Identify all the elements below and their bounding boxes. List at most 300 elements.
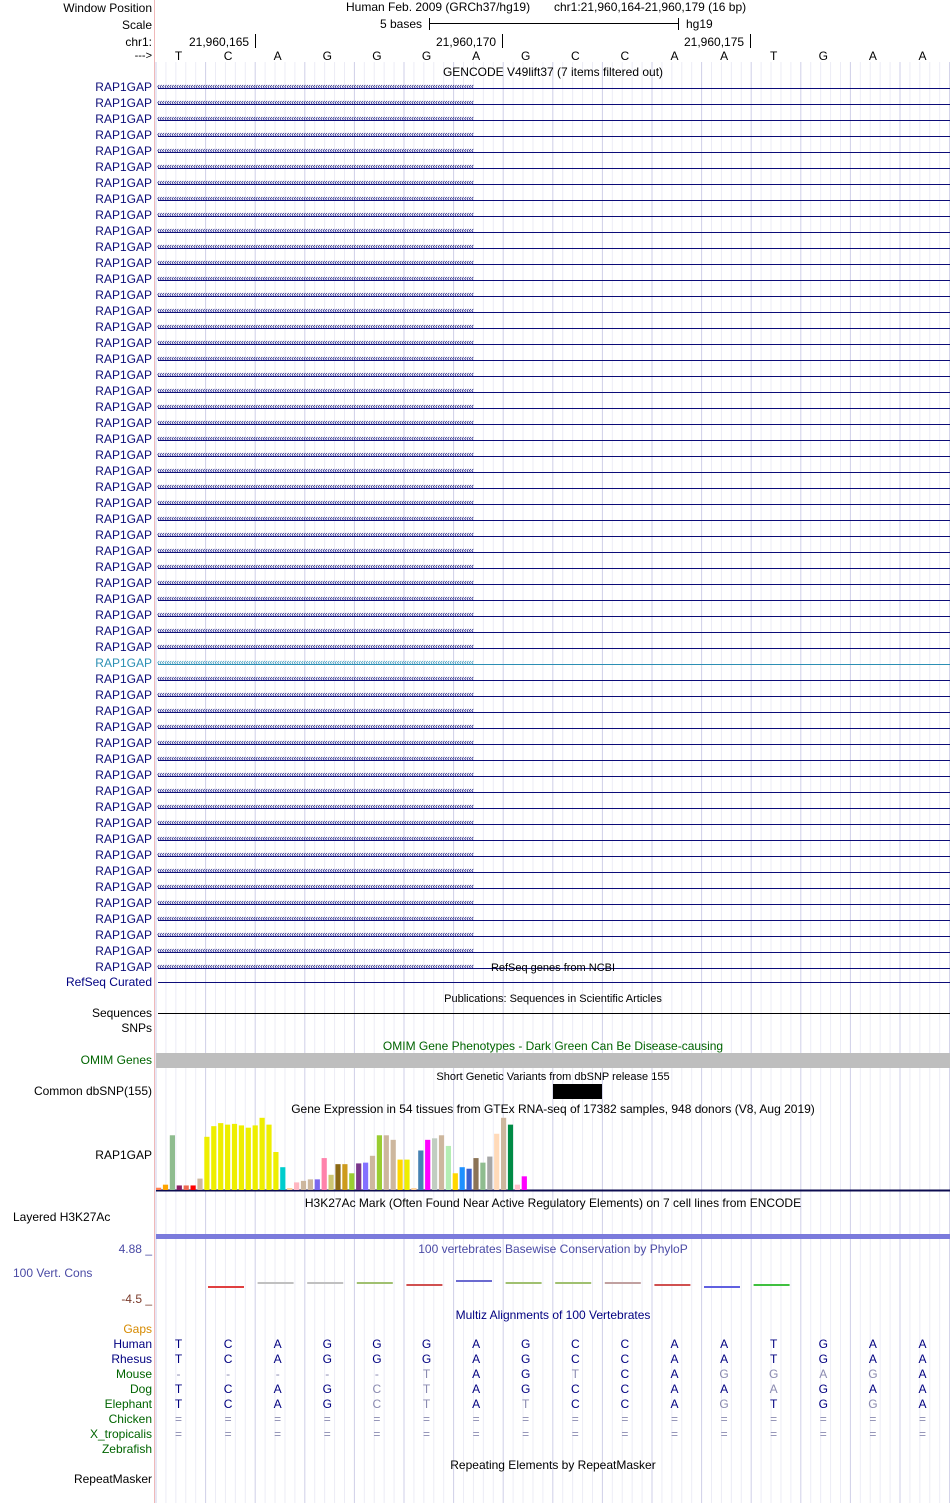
- gtex-tissue-bar: [501, 1118, 506, 1190]
- alignment-base: =: [174, 1412, 182, 1426]
- gtex-tissue-bar: [480, 1163, 485, 1190]
- conservation-logo[interactable]: [156, 1270, 950, 1310]
- gtex-tissue-bar: [494, 1134, 499, 1190]
- alignment-base: A: [720, 1337, 729, 1351]
- alignment-base: T: [174, 1337, 183, 1351]
- conservation-mark: [456, 1280, 492, 1282]
- gtex-tissue-bar: [184, 1185, 189, 1190]
- alignment-base: G: [322, 1382, 332, 1396]
- gencode-item-label[interactable]: RAP1GAP: [95, 464, 152, 478]
- gencode-item-label[interactable]: RAP1GAP: [95, 112, 152, 126]
- species-label[interactable]: X_tropicalis: [89, 1427, 152, 1441]
- sequence-base: G: [521, 49, 531, 63]
- gtex-tissue-bar: [411, 1188, 416, 1190]
- alignment-base: T: [770, 1352, 778, 1366]
- alignment-base: =: [571, 1412, 579, 1426]
- alignment-base: -: [226, 1367, 231, 1381]
- strand-arrows: ‹‹‹‹‹‹‹‹‹‹‹‹‹‹‹‹‹‹‹‹‹‹‹‹‹‹‹‹‹‹‹‹‹‹‹‹‹‹‹‹‹‹‹‹‹‹‹‹‹‹‹‹‹‹‹‹‹‹‹‹‹‹‹‹‹‹‹‹‹‹‹‹‹‹‹‹‹‹‹‹‹‹‹‹‹‹‹‹‹‹‹‹‹‹‹‹‹‹‹‹‹‹‹‹‹‹‹‹‹‹‹‹‹‹‹‹‹‹‹‹‹‹‹‹‹‹‹‹‹‹‹‹: [157, 609, 474, 619]
- tick-mark: [502, 34, 503, 48]
- gtex-tissue-bar: [370, 1156, 375, 1190]
- alignment-base: A: [720, 1352, 729, 1366]
- h3k27ac-label[interactable]: Layered H3K27Ac: [13, 1210, 111, 1224]
- conservation-min: -4.5 _: [121, 1292, 152, 1306]
- tick-label: 21,960,170: [436, 35, 497, 49]
- window-position-label: Window Position: [63, 1, 152, 15]
- refseq-feature[interactable]: [158, 982, 950, 983]
- alignment-base: A: [273, 1352, 282, 1366]
- conservation-mark: [704, 1286, 740, 1288]
- strand-arrows: ‹‹‹‹‹‹‹‹‹‹‹‹‹‹‹‹‹‹‹‹‹‹‹‹‹‹‹‹‹‹‹‹‹‹‹‹‹‹‹‹‹‹‹‹‹‹‹‹‹‹‹‹‹‹‹‹‹‹‹‹‹‹‹‹‹‹‹‹‹‹‹‹‹‹‹‹‹‹‹‹‹‹‹‹‹‹‹‹‹‹‹‹‹‹‹‹‹‹‹‹‹‹‹‹‹‹‹‹‹‹‹‹‹‹‹‹‹‹‹‹‹‹‹‹‹‹‹‹‹‹‹‹: [157, 321, 474, 331]
- strand-arrows: ‹‹‹‹‹‹‹‹‹‹‹‹‹‹‹‹‹‹‹‹‹‹‹‹‹‹‹‹‹‹‹‹‹‹‹‹‹‹‹‹‹‹‹‹‹‹‹‹‹‹‹‹‹‹‹‹‹‹‹‹‹‹‹‹‹‹‹‹‹‹‹‹‹‹‹‹‹‹‹‹‹‹‹‹‹‹‹‹‹‹‹‹‹‹‹‹‹‹‹‹‹‹‹‹‹‹‹‹‹‹‹‹‹‹‹‹‹‹‹‹‹‹‹‹‹‹‹‹‹‹‹‹: [157, 913, 474, 923]
- alignment-base: G: [421, 1352, 432, 1366]
- strand-arrows: ‹‹‹‹‹‹‹‹‹‹‹‹‹‹‹‹‹‹‹‹‹‹‹‹‹‹‹‹‹‹‹‹‹‹‹‹‹‹‹‹‹‹‹‹‹‹‹‹‹‹‹‹‹‹‹‹‹‹‹‹‹‹‹‹‹‹‹‹‹‹‹‹‹‹‹‹‹‹‹‹‹‹‹‹‹‹‹‹‹‹‹‹‹‹‹‹‹‹‹‹‹‹‹‹‹‹‹‹‹‹‹‹‹‹‹‹‹‹‹‹‹‹‹‹‹‹‹‹‹‹‹‹: [157, 145, 474, 155]
- alignment-base: C: [620, 1397, 630, 1411]
- strand-arrows: ‹‹‹‹‹‹‹‹‹‹‹‹‹‹‹‹‹‹‹‹‹‹‹‹‹‹‹‹‹‹‹‹‹‹‹‹‹‹‹‹‹‹‹‹‹‹‹‹‹‹‹‹‹‹‹‹‹‹‹‹‹‹‹‹‹‹‹‹‹‹‹‹‹‹‹‹‹‹‹‹‹‹‹‹‹‹‹‹‹‹‹‹‹‹‹‹‹‹‹‹‹‹‹‹‹‹‹‹‹‹‹‹‹‹‹‹‹‹‹‹‹‹‹‹‹‹‹‹‹‹‹‹: [157, 449, 474, 459]
- gtex-tissue-bar: [218, 1123, 223, 1190]
- strand-arrows: ‹‹‹‹‹‹‹‹‹‹‹‹‹‹‹‹‹‹‹‹‹‹‹‹‹‹‹‹‹‹‹‹‹‹‹‹‹‹‹‹‹‹‹‹‹‹‹‹‹‹‹‹‹‹‹‹‹‹‹‹‹‹‹‹‹‹‹‹‹‹‹‹‹‹‹‹‹‹‹‹‹‹‹‹‹‹‹‹‹‹‹‹‹‹‹‹‹‹‹‹‹‹‹‹‹‹‹‹‹‹‹‹‹‹‹‹‹‹‹‹‹‹‹‹‹‹‹‹‹‹‹‹: [157, 753, 474, 763]
- conservation-mark: [406, 1284, 442, 1286]
- sequence-base: C: [620, 49, 630, 63]
- strand-arrows: ‹‹‹‹‹‹‹‹‹‹‹‹‹‹‹‹‹‹‹‹‹‹‹‹‹‹‹‹‹‹‹‹‹‹‹‹‹‹‹‹‹‹‹‹‹‹‹‹‹‹‹‹‹‹‹‹‹‹‹‹‹‹‹‹‹‹‹‹‹‹‹‹‹‹‹‹‹‹‹‹‹‹‹‹‹‹‹‹‹‹‹‹‹‹‹‹‹‹‹‹‹‹‹‹‹‹‹‹‹‹‹‹‹‹‹‹‹‹‹‹‹‹‹‹‹‹‹‹‹‹‹‹: [157, 625, 474, 635]
- strand-arrows: ‹‹‹‹‹‹‹‹‹‹‹‹‹‹‹‹‹‹‹‹‹‹‹‹‹‹‹‹‹‹‹‹‹‹‹‹‹‹‹‹‹‹‹‹‹‹‹‹‹‹‹‹‹‹‹‹‹‹‹‹‹‹‹‹‹‹‹‹‹‹‹‹‹‹‹‹‹‹‹‹‹‹‹‹‹‹‹‹‹‹‹‹‹‹‹‹‹‹‹‹‹‹‹‹‹‹‹‹‹‹‹‹‹‹‹‹‹‹‹‹‹‹‹‹‹‹‹‹‹‹‹‹: [157, 929, 474, 939]
- gtex-tissue-bar: [253, 1125, 258, 1190]
- gtex-tissue-bar: [446, 1146, 451, 1190]
- strand-label: --->: [134, 50, 152, 62]
- scale-bar: [429, 18, 679, 30]
- strand-arrows: ‹‹‹‹‹‹‹‹‹‹‹‹‹‹‹‹‹‹‹‹‹‹‹‹‹‹‹‹‹‹‹‹‹‹‹‹‹‹‹‹‹‹‹‹‹‹‹‹‹‹‹‹‹‹‹‹‹‹‹‹‹‹‹‹‹‹‹‹‹‹‹‹‹‹‹‹‹‹‹‹‹‹‹‹‹‹‹‹‹‹‹‹‹‹‹‹‹‹‹‹‹‹‹‹‹‹‹‹‹‹‹‹‹‹‹‹‹‹‹‹‹‹‹‹‹‹‹‹‹‹‹‹: [157, 817, 474, 827]
- alignment-base: C: [223, 1352, 233, 1366]
- strand-arrows: ‹‹‹‹‹‹‹‹‹‹‹‹‹‹‹‹‹‹‹‹‹‹‹‹‹‹‹‹‹‹‹‹‹‹‹‹‹‹‹‹‹‹‹‹‹‹‹‹‹‹‹‹‹‹‹‹‹‹‹‹‹‹‹‹‹‹‹‹‹‹‹‹‹‹‹‹‹‹‹‹‹‹‹‹‹‹‹‹‹‹‹‹‹‹‹‹‹‹‹‹‹‹‹‹‹‹‹‹‹‹‹‹‹‹‹‹‹‹‹‹‹‹‹‹‹‹‹‹‹‹‹‹: [157, 961, 474, 971]
- alignment-base: G: [322, 1337, 332, 1351]
- conservation-mark: [754, 1284, 790, 1286]
- publications-feature[interactable]: [158, 1013, 950, 1014]
- alignment-base: =: [670, 1427, 678, 1441]
- alignment-base: T: [522, 1397, 530, 1411]
- alignment-base: G: [322, 1352, 332, 1366]
- gencode-item-label[interactable]: RAP1GAP: [95, 512, 152, 526]
- strand-arrows: ‹‹‹‹‹‹‹‹‹‹‹‹‹‹‹‹‹‹‹‹‹‹‹‹‹‹‹‹‹‹‹‹‹‹‹‹‹‹‹‹‹‹‹‹‹‹‹‹‹‹‹‹‹‹‹‹‹‹‹‹‹‹‹‹‹‹‹‹‹‹‹‹‹‹‹‹‹‹‹‹‹‹‹‹‹‹‹‹‹‹‹‹‹‹‹‹‹‹‹‹‹‹‹‹‹‹‹‹‹‹‹‹‹‹‹‹‹‹‹‹‹‹‹‹‹‹‹‹‹‹‹‹: [157, 273, 474, 283]
- gtex-tissue-bar: [363, 1163, 368, 1190]
- strand-arrows: ‹‹‹‹‹‹‹‹‹‹‹‹‹‹‹‹‹‹‹‹‹‹‹‹‹‹‹‹‹‹‹‹‹‹‹‹‹‹‹‹‹‹‹‹‹‹‹‹‹‹‹‹‹‹‹‹‹‹‹‹‹‹‹‹‹‹‹‹‹‹‹‹‹‹‹‹‹‹‹‹‹‹‹‹‹‹‹‹‹‹‹‹‹‹‹‹‹‹‹‹‹‹‹‹‹‹‹‹‹‹‹‹‹‹‹‹‹‹‹‹‹‹‹‹‹‹‹‹‹‹‹‹: [157, 673, 474, 683]
- scale-text: 5 bases: [380, 17, 423, 31]
- gencode-item-label[interactable]: RAP1GAP: [95, 880, 152, 894]
- alignment-base: G: [521, 1367, 531, 1381]
- sequence-base: T: [174, 49, 183, 63]
- species-label[interactable]: Dog: [129, 1382, 152, 1396]
- gtex-tissue-bar: [177, 1185, 182, 1190]
- gencode-item-label[interactable]: RAP1GAP: [95, 784, 152, 798]
- alignment-base: A: [670, 1382, 679, 1396]
- gtex-tissue-bar: [211, 1126, 216, 1190]
- conservation-mark: [357, 1282, 393, 1284]
- alignment-base: C: [620, 1382, 630, 1396]
- gencode-item-label[interactable]: RAP1GAP: [95, 592, 152, 606]
- alignment-base: =: [869, 1427, 877, 1441]
- gencode-item-label[interactable]: RAP1GAP: [95, 144, 152, 158]
- gaps-label[interactable]: Gaps: [123, 1322, 152, 1336]
- alignment-base: T: [770, 1337, 778, 1351]
- alignment-base: =: [819, 1412, 827, 1426]
- tick-mark: [750, 34, 751, 48]
- conservation-label[interactable]: 100 Vert. Cons: [13, 1266, 93, 1280]
- strand-arrows: ‹‹‹‹‹‹‹‹‹‹‹‹‹‹‹‹‹‹‹‹‹‹‹‹‹‹‹‹‹‹‹‹‹‹‹‹‹‹‹‹‹‹‹‹‹‹‹‹‹‹‹‹‹‹‹‹‹‹‹‹‹‹‹‹‹‹‹‹‹‹‹‹‹‹‹‹‹‹‹‹‹‹‹‹‹‹‹‹‹‹‹‹‹‹‹‹‹‹‹‹‹‹‹‹‹‹‹‹‹‹‹‹‹‹‹‹‹‹‹‹‹‹‹‹‹‹‹‹‹‹‹‹: [157, 161, 474, 171]
- alignment-base: C: [570, 1397, 580, 1411]
- alignment-base: -: [176, 1367, 181, 1381]
- gtex-tissue-bar: [156, 1188, 161, 1190]
- strand-arrows: ‹‹‹‹‹‹‹‹‹‹‹‹‹‹‹‹‹‹‹‹‹‹‹‹‹‹‹‹‹‹‹‹‹‹‹‹‹‹‹‹‹‹‹‹‹‹‹‹‹‹‹‹‹‹‹‹‹‹‹‹‹‹‹‹‹‹‹‹‹‹‹‹‹‹‹‹‹‹‹‹‹‹‹‹‹‹‹‹‹‹‹‹‹‹‹‹‹‹‹‹‹‹‹‹‹‹‹‹‹‹‹‹‹‹‹‹‹‹‹‹‹‹‹‹‹‹‹‹‹‹‹‹: [157, 897, 474, 907]
- gtex-track-title[interactable]: Gene Expression in 54 tissues from GTEx RNA-seq of 17382 samples, 948 donors (V8, Aug 2019): [291, 1102, 815, 1116]
- gencode-item-label[interactable]: RAP1GAP: [95, 864, 152, 878]
- gencode-item-label[interactable]: RAP1GAP: [95, 336, 152, 350]
- alignment-base: C: [570, 1337, 580, 1351]
- strand-arrows: ‹‹‹‹‹‹‹‹‹‹‹‹‹‹‹‹‹‹‹‹‹‹‹‹‹‹‹‹‹‹‹‹‹‹‹‹‹‹‹‹‹‹‹‹‹‹‹‹‹‹‹‹‹‹‹‹‹‹‹‹‹‹‹‹‹‹‹‹‹‹‹‹‹‹‹‹‹‹‹‹‹‹‹‹‹‹‹‹‹‹‹‹‹‹‹‹‹‹‹‹‹‹‹‹‹‹‹‹‹‹‹‹‹‹‹‹‹‹‹‹‹‹‹‹‹‹‹‹‹‹‹‹: [157, 529, 474, 539]
- gtex-tissue-bar: [391, 1140, 396, 1190]
- gtex-tissue-bar: [204, 1137, 209, 1190]
- alignment-base: =: [770, 1427, 778, 1441]
- assembly-name: Human Feb. 2009 (GRCh37/hg19): [346, 0, 531, 14]
- strand-arrows: ‹‹‹‹‹‹‹‹‹‹‹‹‹‹‹‹‹‹‹‹‹‹‹‹‹‹‹‹‹‹‹‹‹‹‹‹‹‹‹‹‹‹‹‹‹‹‹‹‹‹‹‹‹‹‹‹‹‹‹‹‹‹‹‹‹‹‹‹‹‹‹‹‹‹‹‹‹‹‹‹‹‹‹‹‹‹‹‹‹‹‹‹‹‹‹‹‹‹‹‹‹‹‹‹‹‹‹‹‹‹‹‹‹‹‹‹‹‹‹‹‹‹‹‹‹‹‹‹‹‹‹‹: [157, 545, 474, 555]
- gencode-item-label[interactable]: RAP1GAP: [95, 496, 152, 510]
- conservation-track-title[interactable]: 100 vertebrates Basewise Conservation by PhyloP: [418, 1242, 688, 1256]
- gtex-tissue-bar: [266, 1125, 271, 1190]
- conservation-max: 4.88 _: [118, 1242, 152, 1256]
- gencode-item-label[interactable]: RAP1GAP: [95, 160, 152, 174]
- strand-arrows: ‹‹‹‹‹‹‹‹‹‹‹‹‹‹‹‹‹‹‹‹‹‹‹‹‹‹‹‹‹‹‹‹‹‹‹‹‹‹‹‹‹‹‹‹‹‹‹‹‹‹‹‹‹‹‹‹‹‹‹‹‹‹‹‹‹‹‹‹‹‹‹‹‹‹‹‹‹‹‹‹‹‹‹‹‹‹‹‹‹‹‹‹‹‹‹‹‹‹‹‹‹‹‹‹‹‹‹‹‹‹‹‹‹‹‹‹‹‹‹‹‹‹‹‹‹‹‹‹‹‹‹‹: [157, 561, 474, 571]
- alignment-base: A: [918, 1382, 927, 1396]
- alignment-base: =: [522, 1427, 530, 1441]
- strand-arrows: ‹‹‹‹‹‹‹‹‹‹‹‹‹‹‹‹‹‹‹‹‹‹‹‹‹‹‹‹‹‹‹‹‹‹‹‹‹‹‹‹‹‹‹‹‹‹‹‹‹‹‹‹‹‹‹‹‹‹‹‹‹‹‹‹‹‹‹‹‹‹‹‹‹‹‹‹‹‹‹‹‹‹‹‹‹‹‹‹‹‹‹‹‹‹‹‹‹‹‹‹‹‹‹‹‹‹‹‹‹‹‹‹‹‹‹‹‹‹‹‹‹‹‹‹‹‹‹‹‹‹‹‹: [157, 689, 474, 699]
- alignment-base: G: [521, 1352, 531, 1366]
- snps-label[interactable]: SNPs: [121, 1021, 152, 1035]
- gencode-item-label[interactable]: RAP1GAP: [95, 960, 152, 974]
- alignment-base: =: [174, 1427, 182, 1441]
- species-label[interactable]: Human: [113, 1337, 152, 1351]
- gencode-item-label[interactable]: RAP1GAP: [95, 320, 152, 334]
- alignment-base: A: [670, 1352, 679, 1366]
- strand-arrows: ‹‹‹‹‹‹‹‹‹‹‹‹‹‹‹‹‹‹‹‹‹‹‹‹‹‹‹‹‹‹‹‹‹‹‹‹‹‹‹‹‹‹‹‹‹‹‹‹‹‹‹‹‹‹‹‹‹‹‹‹‹‹‹‹‹‹‹‹‹‹‹‹‹‹‹‹‹‹‹‹‹‹‹‹‹‹‹‹‹‹‹‹‹‹‹‹‹‹‹‹‹‹‹‹‹‹‹‹‹‹‹‹‹‹‹‹‹‹‹‹‹‹‹‹‹‹‹‹‹‹‹‹: [157, 769, 474, 779]
- strand-arrows: ‹‹‹‹‹‹‹‹‹‹‹‹‹‹‹‹‹‹‹‹‹‹‹‹‹‹‹‹‹‹‹‹‹‹‹‹‹‹‹‹‹‹‹‹‹‹‹‹‹‹‹‹‹‹‹‹‹‹‹‹‹‹‹‹‹‹‹‹‹‹‹‹‹‹‹‹‹‹‹‹‹‹‹‹‹‹‹‹‹‹‹‹‹‹‹‹‹‹‹‹‹‹‹‹‹‹‹‹‹‹‹‹‹‹‹‹‹‹‹‹‹‹‹‹‹‹‹‹‹‹‹‹: [157, 497, 474, 507]
- alignment-base: G: [818, 1397, 828, 1411]
- gencode-item-label[interactable]: RAP1GAP: [95, 912, 152, 926]
- publications-track-title[interactable]: Publications: Sequences in Scientific Articles: [444, 993, 662, 1005]
- alignment-base: =: [224, 1427, 232, 1441]
- alignment-base: =: [720, 1412, 728, 1426]
- alignment-base: A: [819, 1367, 828, 1381]
- omim-label[interactable]: OMIM Genes: [80, 1053, 152, 1067]
- alignment-base: C: [223, 1397, 233, 1411]
- alignment-base: =: [274, 1412, 282, 1426]
- gencode-item-label[interactable]: RAP1GAP: [95, 640, 152, 654]
- gencode-item-label[interactable]: RAP1GAP: [95, 272, 152, 286]
- gencode-item-label[interactable]: RAP1GAP: [95, 224, 152, 238]
- alignment-base: A: [720, 1382, 729, 1396]
- gencode-item-label[interactable]: RAP1GAP: [95, 544, 152, 558]
- alignment-base: =: [323, 1412, 331, 1426]
- gtex-tissue-bar: [294, 1182, 299, 1190]
- dbsnp-variant[interactable]: [553, 1084, 602, 1099]
- gencode-item-label[interactable]: RAP1GAP: [95, 672, 152, 686]
- gtex-tissue-bar: [273, 1152, 278, 1190]
- alignment-base: =: [918, 1412, 926, 1426]
- gencode-item-label[interactable]: RAP1GAP: [95, 240, 152, 254]
- alignment-base: A: [670, 1337, 679, 1351]
- gencode-item-label[interactable]: RAP1GAP: [95, 256, 152, 270]
- strand-arrows: ‹‹‹‹‹‹‹‹‹‹‹‹‹‹‹‹‹‹‹‹‹‹‹‹‹‹‹‹‹‹‹‹‹‹‹‹‹‹‹‹‹‹‹‹‹‹‹‹‹‹‹‹‹‹‹‹‹‹‹‹‹‹‹‹‹‹‹‹‹‹‹‹‹‹‹‹‹‹‹‹‹‹‹‹‹‹‹‹‹‹‹‹‹‹‹‹‹‹‹‹‹‹‹‹‹‹‹‹‹‹‹‹‹‹‹‹‹‹‹‹‹‹‹‹‹‹‹‹‹‹‹‹: [157, 433, 474, 443]
- gtex-tissue-bar: [260, 1118, 265, 1190]
- alignment-base: =: [819, 1427, 827, 1441]
- conservation-mark: [654, 1284, 690, 1286]
- alignment-base: A: [273, 1382, 282, 1396]
- strand-arrows: ‹‹‹‹‹‹‹‹‹‹‹‹‹‹‹‹‹‹‹‹‹‹‹‹‹‹‹‹‹‹‹‹‹‹‹‹‹‹‹‹‹‹‹‹‹‹‹‹‹‹‹‹‹‹‹‹‹‹‹‹‹‹‹‹‹‹‹‹‹‹‹‹‹‹‹‹‹‹‹‹‹‹‹‹‹‹‹‹‹‹‹‹‹‹‹‹‹‹‹‹‹‹‹‹‹‹‹‹‹‹‹‹‹‹‹‹‹‹‹‹‹‹‹‹‹‹‹‹‹‹‹‹: [157, 209, 474, 219]
- gencode-item-label[interactable]: RAP1GAP: [95, 704, 152, 718]
- strand-arrows: ‹‹‹‹‹‹‹‹‹‹‹‹‹‹‹‹‹‹‹‹‹‹‹‹‹‹‹‹‹‹‹‹‹‹‹‹‹‹‹‹‹‹‹‹‹‹‹‹‹‹‹‹‹‹‹‹‹‹‹‹‹‹‹‹‹‹‹‹‹‹‹‹‹‹‹‹‹‹‹‹‹‹‹‹‹‹‹‹‹‹‹‹‹‹‹‹‹‹‹‹‹‹‹‹‹‹‹‹‹‹‹‹‹‹‹‹‹‹‹‹‹‹‹‹‹‹‹‹‹‹‹‹: [157, 513, 474, 523]
- strand-arrows: ‹‹‹‹‹‹‹‹‹‹‹‹‹‹‹‹‹‹‹‹‹‹‹‹‹‹‹‹‹‹‹‹‹‹‹‹‹‹‹‹‹‹‹‹‹‹‹‹‹‹‹‹‹‹‹‹‹‹‹‹‹‹‹‹‹‹‹‹‹‹‹‹‹‹‹‹‹‹‹‹‹‹‹‹‹‹‹‹‹‹‹‹‹‹‹‹‹‹‹‹‹‹‹‹‹‹‹‹‹‹‹‹‹‹‹‹‹‹‹‹‹‹‹‹‹‹‹‹‹‹‹‹: [157, 593, 474, 603]
- gtex-tissue-bar: [322, 1158, 327, 1190]
- tick-label: 21,960,175: [684, 35, 745, 49]
- sequence-base: G: [372, 49, 382, 63]
- gtex-tissue-bar: [467, 1169, 472, 1190]
- alignment-base: =: [670, 1412, 678, 1426]
- alignment-base: =: [323, 1427, 331, 1441]
- strand-arrows: ‹‹‹‹‹‹‹‹‹‹‹‹‹‹‹‹‹‹‹‹‹‹‹‹‹‹‹‹‹‹‹‹‹‹‹‹‹‹‹‹‹‹‹‹‹‹‹‹‹‹‹‹‹‹‹‹‹‹‹‹‹‹‹‹‹‹‹‹‹‹‹‹‹‹‹‹‹‹‹‹‹‹‹‹‹‹‹‹‹‹‹‹‹‹‹‹‹‹‹‹‹‹‹‹‹‹‹‹‹‹‹‹‹‹‹‹‹‹‹‹‹‹‹‹‹‹‹‹‹‹‹‹: [157, 193, 474, 203]
- species-label[interactable]: Rhesus: [111, 1352, 152, 1366]
- sequence-base: T: [770, 49, 778, 63]
- sequence-base: A: [720, 49, 729, 63]
- alignment-base: =: [224, 1412, 232, 1426]
- alignment-base: C: [372, 1397, 382, 1411]
- conservation-mark: [605, 1282, 641, 1284]
- gtex-tissue-bar: [191, 1185, 196, 1190]
- gencode-item-label[interactable]: RAP1GAP: [95, 768, 152, 782]
- alignment-base: G: [769, 1367, 779, 1381]
- gtex-tissue-bar: [522, 1176, 527, 1190]
- gencode-item-label[interactable]: RAP1GAP: [95, 832, 152, 846]
- strand-arrows: ‹‹‹‹‹‹‹‹‹‹‹‹‹‹‹‹‹‹‹‹‹‹‹‹‹‹‹‹‹‹‹‹‹‹‹‹‹‹‹‹‹‹‹‹‹‹‹‹‹‹‹‹‹‹‹‹‹‹‹‹‹‹‹‹‹‹‹‹‹‹‹‹‹‹‹‹‹‹‹‹‹‹‹‹‹‹‹‹‹‹‹‹‹‹‹‹‹‹‹‹‹‹‹‹‹‹‹‹‹‹‹‹‹‹‹‹‹‹‹‹‹‹‹‹‹‹‹‹‹‹‹‹: [157, 305, 474, 315]
- alignment-base: G: [719, 1397, 729, 1411]
- gencode-item-label[interactable]: RAP1GAP: [95, 688, 152, 702]
- strand-arrows: ‹‹‹‹‹‹‹‹‹‹‹‹‹‹‹‹‹‹‹‹‹‹‹‹‹‹‹‹‹‹‹‹‹‹‹‹‹‹‹‹‹‹‹‹‹‹‹‹‹‹‹‹‹‹‹‹‹‹‹‹‹‹‹‹‹‹‹‹‹‹‹‹‹‹‹‹‹‹‹‹‹‹‹‹‹‹‹‹‹‹‹‹‹‹‹‹‹‹‹‹‹‹‹‹‹‹‹‹‹‹‹‹‹‹‹‹‹‹‹‹‹‹‹‹‹‹‹‹‹‹‹‹: [157, 385, 474, 395]
- gencode-item-label[interactable]: RAP1GAP: [95, 304, 152, 318]
- gencode-item-label[interactable]: RAP1GAP: [95, 736, 152, 750]
- strand-arrows: ‹‹‹‹‹‹‹‹‹‹‹‹‹‹‹‹‹‹‹‹‹‹‹‹‹‹‹‹‹‹‹‹‹‹‹‹‹‹‹‹‹‹‹‹‹‹‹‹‹‹‹‹‹‹‹‹‹‹‹‹‹‹‹‹‹‹‹‹‹‹‹‹‹‹‹‹‹‹‹‹‹‹‹‹‹‹‹‹‹‹‹‹‹‹‹‹‹‹‹‹‹‹‹‹‹‹‹‹‹‹‹‹‹‹‹‹‹‹‹‹‹‹‹‹‹‹‹‹‹‹‹‹: [157, 417, 474, 427]
- gtex-tissue-bar: [197, 1179, 202, 1190]
- repeatmasker-track-title[interactable]: Repeating Elements by RepeatMasker: [450, 1458, 656, 1472]
- strand-arrows: ‹‹‹‹‹‹‹‹‹‹‹‹‹‹‹‹‹‹‹‹‹‹‹‹‹‹‹‹‹‹‹‹‹‹‹‹‹‹‹‹‹‹‹‹‹‹‹‹‹‹‹‹‹‹‹‹‹‹‹‹‹‹‹‹‹‹‹‹‹‹‹‹‹‹‹‹‹‹‹‹‹‹‹‹‹‹‹‹‹‹‹‹‹‹‹‹‹‹‹‹‹‹‹‹‹‹‹‹‹‹‹‹‹‹‹‹‹‹‹‹‹‹‹‹‹‹‹‹‹‹‹‹: [157, 337, 474, 347]
- gencode-item-label[interactable]: RAP1GAP: [95, 416, 152, 430]
- alignment-base: A: [918, 1397, 927, 1411]
- dbsnp-track-title[interactable]: Short Genetic Variants from dbSNP release 155: [436, 1071, 670, 1083]
- sequence-base: A: [868, 49, 877, 63]
- gencode-track-title[interactable]: GENCODE V49lift37 (7 items filtered out): [442, 65, 664, 79]
- alignment-base: =: [869, 1412, 877, 1426]
- alignment-base: G: [521, 1382, 531, 1396]
- gtex-tissue-bar: [232, 1124, 237, 1190]
- alignment-base: =: [571, 1427, 579, 1441]
- strand-arrows: ‹‹‹‹‹‹‹‹‹‹‹‹‹‹‹‹‹‹‹‹‹‹‹‹‹‹‹‹‹‹‹‹‹‹‹‹‹‹‹‹‹‹‹‹‹‹‹‹‹‹‹‹‹‹‹‹‹‹‹‹‹‹‹‹‹‹‹‹‹‹‹‹‹‹‹‹‹‹‹‹‹‹‹‹‹‹‹‹‹‹‹‹‹‹‹‹‹‹‹‹‹‹‹‹‹‹‹‹‹‹‹‹‹‹‹‹‹‹‹‹‹‹‹‹‹‹‹‹‹‹‹‹: [157, 657, 474, 667]
- alignment-base: =: [621, 1412, 629, 1426]
- gencode-item-label[interactable]: RAP1GAP: [95, 656, 152, 670]
- sequence-base: G: [322, 49, 332, 63]
- gtex-bar-chart[interactable]: [156, 1112, 950, 1194]
- alignment-base: =: [422, 1412, 430, 1426]
- gencode-item-label[interactable]: RAP1GAP: [95, 384, 152, 398]
- tick-label: 21,960,165: [189, 35, 250, 49]
- strand-arrows: ‹‹‹‹‹‹‹‹‹‹‹‹‹‹‹‹‹‹‹‹‹‹‹‹‹‹‹‹‹‹‹‹‹‹‹‹‹‹‹‹‹‹‹‹‹‹‹‹‹‹‹‹‹‹‹‹‹‹‹‹‹‹‹‹‹‹‹‹‹‹‹‹‹‹‹‹‹‹‹‹‹‹‹‹‹‹‹‹‹‹‹‹‹‹‹‹‹‹‹‹‹‹‹‹‹‹‹‹‹‹‹‹‹‹‹‹‹‹‹‹‹‹‹‹‹‹‹‹‹‹‹‹: [157, 129, 474, 139]
- gtex-tissue-bar: [418, 1150, 423, 1190]
- strand-arrows: ‹‹‹‹‹‹‹‹‹‹‹‹‹‹‹‹‹‹‹‹‹‹‹‹‹‹‹‹‹‹‹‹‹‹‹‹‹‹‹‹‹‹‹‹‹‹‹‹‹‹‹‹‹‹‹‹‹‹‹‹‹‹‹‹‹‹‹‹‹‹‹‹‹‹‹‹‹‹‹‹‹‹‹‹‹‹‹‹‹‹‹‹‹‹‹‹‹‹‹‹‹‹‹‹‹‹‹‹‹‹‹‹‹‹‹‹‹‹‹‹‹‹‹‹‹‹‹‹‹‹‹‹: [157, 705, 474, 715]
- alignment-base: G: [818, 1382, 828, 1396]
- strand-arrows: ‹‹‹‹‹‹‹‹‹‹‹‹‹‹‹‹‹‹‹‹‹‹‹‹‹‹‹‹‹‹‹‹‹‹‹‹‹‹‹‹‹‹‹‹‹‹‹‹‹‹‹‹‹‹‹‹‹‹‹‹‹‹‹‹‹‹‹‹‹‹‹‹‹‹‹‹‹‹‹‹‹‹‹‹‹‹‹‹‹‹‹‹‹‹‹‹‹‹‹‹‹‹‹‹‹‹‹‹‹‹‹‹‹‹‹‹‹‹‹‹‹‹‹‹‹‹‹‹‹‹‹‹: [157, 401, 474, 411]
- strand-arrows: ‹‹‹‹‹‹‹‹‹‹‹‹‹‹‹‹‹‹‹‹‹‹‹‹‹‹‹‹‹‹‹‹‹‹‹‹‹‹‹‹‹‹‹‹‹‹‹‹‹‹‹‹‹‹‹‹‹‹‹‹‹‹‹‹‹‹‹‹‹‹‹‹‹‹‹‹‹‹‹‹‹‹‹‹‹‹‹‹‹‹‹‹‹‹‹‹‹‹‹‹‹‹‹‹‹‹‹‹‹‹‹‹‹‹‹‹‹‹‹‹‹‹‹‹‹‹‹‹‹‹‹‹: [157, 257, 474, 267]
- alignment-base: T: [174, 1382, 183, 1396]
- strand-arrows: ‹‹‹‹‹‹‹‹‹‹‹‹‹‹‹‹‹‹‹‹‹‹‹‹‹‹‹‹‹‹‹‹‹‹‹‹‹‹‹‹‹‹‹‹‹‹‹‹‹‹‹‹‹‹‹‹‹‹‹‹‹‹‹‹‹‹‹‹‹‹‹‹‹‹‹‹‹‹‹‹‹‹‹‹‹‹‹‹‹‹‹‹‹‹‹‹‹‹‹‹‹‹‹‹‹‹‹‹‹‹‹‹‹‹‹‹‹‹‹‹‹‹‹‹‹‹‹‹‹‹‹‹: [157, 369, 474, 379]
- conservation-mark: [506, 1282, 542, 1284]
- gtex-tissue-bar: [425, 1140, 430, 1190]
- alignment-base: G: [372, 1352, 382, 1366]
- strand-arrows: ‹‹‹‹‹‹‹‹‹‹‹‹‹‹‹‹‹‹‹‹‹‹‹‹‹‹‹‹‹‹‹‹‹‹‹‹‹‹‹‹‹‹‹‹‹‹‹‹‹‹‹‹‹‹‹‹‹‹‹‹‹‹‹‹‹‹‹‹‹‹‹‹‹‹‹‹‹‹‹‹‹‹‹‹‹‹‹‹‹‹‹‹‹‹‹‹‹‹‹‹‹‹‹‹‹‹‹‹‹‹‹‹‹‹‹‹‹‹‹‹‹‹‹‹‹‹‹‹‹‹‹‹: [157, 721, 474, 731]
- alignment-base: C: [223, 1337, 233, 1351]
- repeatmasker-label[interactable]: RepeatMasker: [73, 1472, 152, 1486]
- alignment-base: C: [570, 1352, 580, 1366]
- multiz-track-title[interactable]: Multiz Alignments of 100 Vertebrates: [455, 1308, 651, 1322]
- gtex-tissue-bar: [239, 1125, 244, 1190]
- gtex-tissue-bar: [487, 1157, 492, 1190]
- gtex-tissue-bar: [453, 1173, 458, 1190]
- alignment-base: =: [770, 1412, 778, 1426]
- alignment-base: A: [273, 1337, 282, 1351]
- gencode-item-label[interactable]: RAP1GAP: [95, 576, 152, 590]
- species-label[interactable]: Mouse: [115, 1367, 152, 1381]
- gencode-item-label[interactable]: RAP1GAP: [95, 560, 152, 574]
- alignment-base: G: [521, 1337, 531, 1351]
- gencode-item-label[interactable]: RAP1GAP: [95, 528, 152, 542]
- sequence-base: A: [472, 49, 481, 63]
- gtex-tissue-bar: [335, 1164, 340, 1190]
- gencode-item-label[interactable]: RAP1GAP: [95, 368, 152, 382]
- gencode-item-label[interactable]: RAP1GAP: [95, 624, 152, 638]
- species-label[interactable]: Elephant: [104, 1397, 152, 1411]
- alignment-base: -: [325, 1367, 330, 1381]
- gtex-tissue-bar: [349, 1173, 354, 1190]
- sequence-base: G: [818, 49, 828, 63]
- h3k27ac-track-title[interactable]: H3K27Ac Mark (Often Found Near Active Regulatory Elements) on 7 cell lines from ENCODE: [304, 1196, 802, 1210]
- gtex-tissue-bar: [315, 1179, 320, 1190]
- refseq-track-title[interactable]: RefSeq genes from NCBI: [490, 962, 616, 974]
- gencode-item-label[interactable]: RAP1GAP: [95, 192, 152, 206]
- h3k27ac-signal[interactable]: [156, 1234, 950, 1239]
- sequence-base: C: [223, 49, 233, 63]
- alignment-base: A: [868, 1337, 877, 1351]
- gtex-tissue-bar: [473, 1158, 478, 1190]
- strand-arrows: ‹‹‹‹‹‹‹‹‹‹‹‹‹‹‹‹‹‹‹‹‹‹‹‹‹‹‹‹‹‹‹‹‹‹‹‹‹‹‹‹‹‹‹‹‹‹‹‹‹‹‹‹‹‹‹‹‹‹‹‹‹‹‹‹‹‹‹‹‹‹‹‹‹‹‹‹‹‹‹‹‹‹‹‹‹‹‹‹‹‹‹‹‹‹‹‹‹‹‹‹‹‹‹‹‹‹‹‹‹‹‹‹‹‹‹‹‹‹‹‹‹‹‹‹‹‹‹‹‹‹‹‹: [157, 785, 474, 795]
- strand-arrows: ‹‹‹‹‹‹‹‹‹‹‹‹‹‹‹‹‹‹‹‹‹‹‹‹‹‹‹‹‹‹‹‹‹‹‹‹‹‹‹‹‹‹‹‹‹‹‹‹‹‹‹‹‹‹‹‹‹‹‹‹‹‹‹‹‹‹‹‹‹‹‹‹‹‹‹‹‹‹‹‹‹‹‹‹‹‹‹‹‹‹‹‹‹‹‹‹‹‹‹‹‹‹‹‹‹‹‹‹‹‹‹‹‹‹‹‹‹‹‹‹‹‹‹‹‹‹‹‹‹‹‹‹: [157, 97, 474, 107]
- dbsnp-label[interactable]: Common dbSNP(155): [33, 1084, 152, 1098]
- gtex-tissue-bar: [163, 1185, 168, 1190]
- strand-arrows: ‹‹‹‹‹‹‹‹‹‹‹‹‹‹‹‹‹‹‹‹‹‹‹‹‹‹‹‹‹‹‹‹‹‹‹‹‹‹‹‹‹‹‹‹‹‹‹‹‹‹‹‹‹‹‹‹‹‹‹‹‹‹‹‹‹‹‹‹‹‹‹‹‹‹‹‹‹‹‹‹‹‹‹‹‹‹‹‹‹‹‹‹‹‹‹‹‹‹‹‹‹‹‹‹‹‹‹‹‹‹‹‹‹‹‹‹‹‹‹‹‹‹‹‹‹‹‹‹‹‹‹‹: [157, 289, 474, 299]
- scale-label: Scale: [121, 18, 152, 32]
- alignment-base: C: [372, 1382, 382, 1396]
- alignment-base: A: [472, 1352, 481, 1366]
- gencode-item-label[interactable]: RAP1GAP: [95, 80, 152, 94]
- strand-arrows: ‹‹‹‹‹‹‹‹‹‹‹‹‹‹‹‹‹‹‹‹‹‹‹‹‹‹‹‹‹‹‹‹‹‹‹‹‹‹‹‹‹‹‹‹‹‹‹‹‹‹‹‹‹‹‹‹‹‹‹‹‹‹‹‹‹‹‹‹‹‹‹‹‹‹‹‹‹‹‹‹‹‹‹‹‹‹‹‹‹‹‹‹‹‹‹‹‹‹‹‹‹‹‹‹‹‹‹‹‹‹‹‹‹‹‹‹‹‹‹‹‹‹‹‹‹‹‹‹‹‹‹‹: [157, 241, 474, 251]
- window-position: chr1:21,960,164-21,960,179 (16 bp): [554, 0, 747, 14]
- alignment-base: G: [868, 1367, 878, 1381]
- alignment-base: G: [868, 1397, 878, 1411]
- refseq-label[interactable]: RefSeq Curated: [65, 975, 152, 989]
- gencode-item-label[interactable]: RAP1GAP: [95, 176, 152, 190]
- gencode-item-label[interactable]: RAP1GAP: [95, 928, 152, 942]
- alignment-base: A: [472, 1397, 481, 1411]
- omim-feature[interactable]: [156, 1053, 950, 1068]
- gencode-item-label[interactable]: RAP1GAP: [95, 432, 152, 446]
- gencode-item-label[interactable]: RAP1GAP: [95, 400, 152, 414]
- strand-arrows: ‹‹‹‹‹‹‹‹‹‹‹‹‹‹‹‹‹‹‹‹‹‹‹‹‹‹‹‹‹‹‹‹‹‹‹‹‹‹‹‹‹‹‹‹‹‹‹‹‹‹‹‹‹‹‹‹‹‹‹‹‹‹‹‹‹‹‹‹‹‹‹‹‹‹‹‹‹‹‹‹‹‹‹‹‹‹‹‹‹‹‹‹‹‹‹‹‹‹‹‹‹‹‹‹‹‹‹‹‹‹‹‹‹‹‹‹‹‹‹‹‹‹‹‹‹‹‹‹‹‹‹‹: [157, 865, 474, 875]
- gencode-item-label[interactable]: RAP1GAP: [95, 608, 152, 622]
- gencode-item-label[interactable]: RAP1GAP: [95, 720, 152, 734]
- species-label[interactable]: Zebrafish: [101, 1442, 152, 1456]
- gencode-item-label[interactable]: RAP1GAP: [95, 96, 152, 110]
- alignment-base: A: [472, 1367, 481, 1381]
- alignment-base: =: [522, 1412, 530, 1426]
- gencode-item-label[interactable]: RAP1GAP: [95, 480, 152, 494]
- alignment-base: G: [719, 1367, 729, 1381]
- strand-arrows: ‹‹‹‹‹‹‹‹‹‹‹‹‹‹‹‹‹‹‹‹‹‹‹‹‹‹‹‹‹‹‹‹‹‹‹‹‹‹‹‹‹‹‹‹‹‹‹‹‹‹‹‹‹‹‹‹‹‹‹‹‹‹‹‹‹‹‹‹‹‹‹‹‹‹‹‹‹‹‹‹‹‹‹‹‹‹‹‹‹‹‹‹‹‹‹‹‹‹‹‹‹‹‹‹‹‹‹‹‹‹‹‹‹‹‹‹‹‹‹‹‹‹‹‹‹‹‹‹‹‹‹‹: [157, 177, 474, 187]
- gencode-item-label[interactable]: RAP1GAP: [95, 288, 152, 302]
- alignment-base: C: [570, 1382, 580, 1396]
- gencode-item-label[interactable]: RAP1GAP: [95, 816, 152, 830]
- alignment-base: A: [670, 1367, 679, 1381]
- tick-mark: [255, 34, 256, 48]
- publications-label[interactable]: Sequences: [91, 1006, 152, 1020]
- species-label[interactable]: Chicken: [108, 1412, 152, 1426]
- chrom-label: chr1:: [125, 35, 152, 49]
- alignment-base: G: [818, 1337, 828, 1351]
- alignment-base: =: [472, 1412, 480, 1426]
- gencode-item-label[interactable]: RAP1GAP: [95, 848, 152, 862]
- scale-db: hg19: [686, 17, 713, 31]
- alignment-base: T: [422, 1382, 431, 1396]
- gtex-tissue-bar: [280, 1167, 285, 1190]
- gencode-item-label[interactable]: RAP1GAP: [95, 352, 152, 366]
- alignment-base: A: [273, 1397, 282, 1411]
- omim-track-title[interactable]: OMIM Gene Phenotypes - Dark Green Can Be Disease-causing: [382, 1039, 724, 1053]
- gtex-label[interactable]: RAP1GAP: [95, 1148, 152, 1162]
- gencode-item-label[interactable]: RAP1GAP: [95, 128, 152, 142]
- gtex-tissue-bar: [432, 1138, 437, 1190]
- gencode-item-label[interactable]: RAP1GAP: [95, 944, 152, 958]
- gencode-item-label[interactable]: RAP1GAP: [95, 208, 152, 222]
- sequence-base: A: [670, 49, 679, 63]
- strand-arrows: ‹‹‹‹‹‹‹‹‹‹‹‹‹‹‹‹‹‹‹‹‹‹‹‹‹‹‹‹‹‹‹‹‹‹‹‹‹‹‹‹‹‹‹‹‹‹‹‹‹‹‹‹‹‹‹‹‹‹‹‹‹‹‹‹‹‹‹‹‹‹‹‹‹‹‹‹‹‹‹‹‹‹‹‹‹‹‹‹‹‹‹‹‹‹‹‹‹‹‹‹‹‹‹‹‹‹‹‹‹‹‹‹‹‹‹‹‹‹‹‹‹‹‹‹‹‹‹‹‹‹‹‹: [157, 113, 474, 123]
- alignment-base: =: [373, 1427, 381, 1441]
- alignment-base: =: [472, 1427, 480, 1441]
- strand-arrows: ‹‹‹‹‹‹‹‹‹‹‹‹‹‹‹‹‹‹‹‹‹‹‹‹‹‹‹‹‹‹‹‹‹‹‹‹‹‹‹‹‹‹‹‹‹‹‹‹‹‹‹‹‹‹‹‹‹‹‹‹‹‹‹‹‹‹‹‹‹‹‹‹‹‹‹‹‹‹‹‹‹‹‹‹‹‹‹‹‹‹‹‹‹‹‹‹‹‹‹‹‹‹‹‹‹‹‹‹‹‹‹‹‹‹‹‹‹‹‹‹‹‹‹‹‹‹‹‹‹‹‹‹: [157, 801, 474, 811]
- gencode-item-label[interactable]: RAP1GAP: [95, 752, 152, 766]
- alignment-base: =: [373, 1412, 381, 1426]
- alignment-base: A: [472, 1337, 481, 1351]
- alignment-base: A: [918, 1352, 927, 1366]
- gtex-tissue-bar: [377, 1135, 382, 1190]
- gencode-item-label[interactable]: RAP1GAP: [95, 896, 152, 910]
- gencode-item-label[interactable]: RAP1GAP: [95, 448, 152, 462]
- gtex-tissue-bar: [439, 1135, 444, 1190]
- strand-arrows: ‹‹‹‹‹‹‹‹‹‹‹‹‹‹‹‹‹‹‹‹‹‹‹‹‹‹‹‹‹‹‹‹‹‹‹‹‹‹‹‹‹‹‹‹‹‹‹‹‹‹‹‹‹‹‹‹‹‹‹‹‹‹‹‹‹‹‹‹‹‹‹‹‹‹‹‹‹‹‹‹‹‹‹‹‹‹‹‹‹‹‹‹‹‹‹‹‹‹‹‹‹‹‹‹‹‹‹‹‹‹‹‹‹‹‹‹‹‹‹‹‹‹‹‹‹‹‹‹‹‹‹‹: [157, 465, 474, 475]
- gtex-tissue-bar: [384, 1135, 389, 1190]
- gencode-item-label[interactable]: RAP1GAP: [95, 800, 152, 814]
- alignment-base: -: [275, 1367, 280, 1381]
- alignment-base: T: [422, 1367, 431, 1381]
- strand-arrows: ‹‹‹‹‹‹‹‹‹‹‹‹‹‹‹‹‹‹‹‹‹‹‹‹‹‹‹‹‹‹‹‹‹‹‹‹‹‹‹‹‹‹‹‹‹‹‹‹‹‹‹‹‹‹‹‹‹‹‹‹‹‹‹‹‹‹‹‹‹‹‹‹‹‹‹‹‹‹‹‹‹‹‹‹‹‹‹‹‹‹‹‹‹‹‹‹‹‹‹‹‹‹‹‹‹‹‹‹‹‹‹‹‹‹‹‹‹‹‹‹‹‹‹‹‹‹‹‹‹‹‹‹: [157, 881, 474, 891]
